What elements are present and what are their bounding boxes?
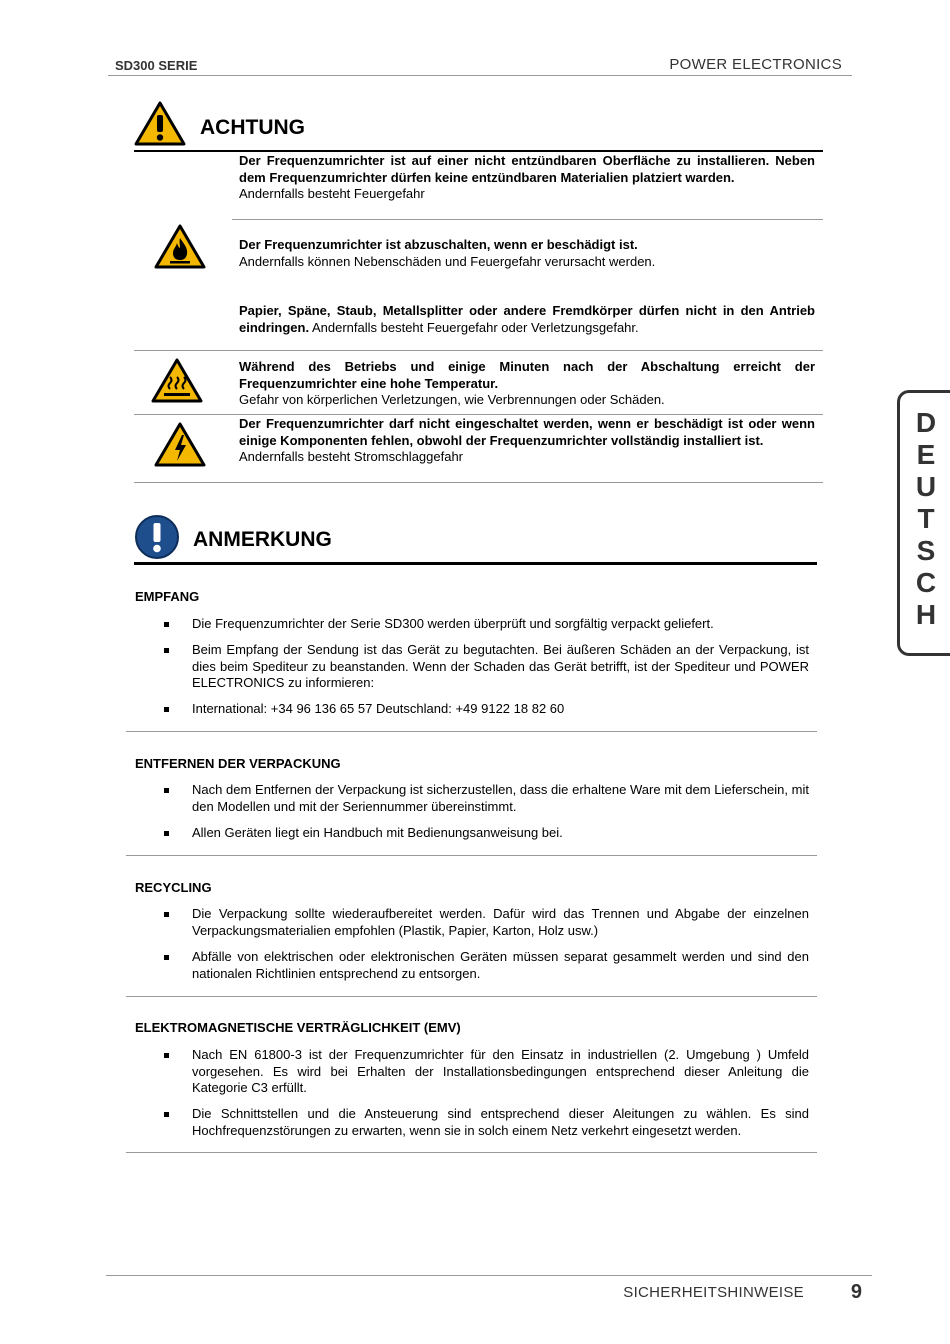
divider [134, 350, 823, 351]
warning-text-bold: Während des Betriebs und einige Minuten nach der Abschaltung erreicht der Frequenzumrichter eine hohe Temperatur. [239, 359, 815, 391]
page-number: 9 [850, 1281, 862, 1303]
warning-electric-shock [239, 416, 815, 466]
list-item: Abfälle von elektrischen oder elektronischen Geräten müssen separat gesammelt werden und sind den nationalen Richtlinien entsprechend zu entsorgen. [164, 949, 809, 982]
footer-divider [106, 1275, 872, 1276]
bullet-icon [164, 912, 169, 917]
bullet-icon [164, 1112, 169, 1117]
list-item: Die Schnittstellen und die Ansteuerung sind entsprechend dieser Aleitungen zu wählen. Es sind Hochfrequenzstörungen zu erwarten, wenn sie in solch einem Netz verkehrt eingesetzt werden. [164, 1106, 809, 1139]
tab-letter: T [917, 503, 935, 534]
divider [134, 414, 823, 415]
warning-text: Andernfalls können Nebenschäden und Feuergefahr verursacht werden. [239, 253, 656, 269]
footer-section: SICHERHEITSHINWEISE [623, 1284, 804, 1301]
achtung-rule [134, 150, 823, 152]
warning-text: Andernfalls besteht Stromschlaggefahr [239, 449, 464, 464]
divider [126, 731, 817, 732]
electric-shock-icon [153, 421, 207, 473]
bullet-icon [164, 788, 169, 793]
warning-text-bold: Der Frequenzumrichter darf nicht eingeschaltet werden, wenn er beschädigt ist oder wenn einige Komponenten fehlen, obwohl der Frequenzumrichter vollständig installiert ist. [239, 416, 815, 448]
list-item: Nach EN 61800-3 ist der Frequenzumrichter für den Einsatz in industriellen (2. Umgebung ) Umfeld vorgesehen. Es wird bei Erhalten der Installationsbedingungen entsprechend dieser Anleitung die Kategorie C3 erfüllt. [164, 1047, 809, 1097]
language-tab [897, 390, 950, 656]
tab-letter: C [915, 567, 937, 598]
bullet-icon [164, 648, 169, 653]
emv-heading: ELEKTROMAGNETISCHE VERTRÄGLICHKEIT (EMV) [135, 1020, 461, 1035]
bullet-icon [164, 622, 169, 627]
recycling-heading: RECYCLING [135, 880, 212, 895]
tab-letter: H [915, 599, 937, 630]
list-item: Die Verpackung sollte wiederaufbereitet werden. Dafür wird das Trennen und Abgabe der einzelnen Verpackungsmaterialien empfohlen (Plastik, Papier, Karton, Holz usw.) [164, 906, 809, 939]
header-series: SD300 SERIE [115, 58, 198, 73]
list-item: Beim Empfang der Sendung ist das Gerät zu begutachten. Bei äußeren Schäden an der Verpackung, ist dies beim Spediteur zu beanstanden. Wenn der Schaden das Gerät betrifft, ist der Spediteur und POWER ELECTRONICS zu informieren: [164, 642, 809, 692]
anmerkung-rule [134, 562, 817, 565]
divider [134, 482, 823, 483]
anmerkung-title: ANMERKUNG [193, 528, 332, 551]
tab-letter: D [915, 407, 937, 438]
warning-high-temperature [239, 359, 815, 409]
list-item: Allen Geräten liegt ein Handbuch mit Bedienungsanweisung bei. [164, 825, 809, 842]
bullet-icon [164, 955, 169, 960]
list-item: International: +34 96 136 65 57 Deutschland: +49 9122 18 82 60 [164, 701, 809, 718]
warning-foreign-bodies [239, 303, 815, 336]
tab-letter: U [915, 471, 937, 502]
warning-install-surface [239, 153, 815, 203]
tab-letter: S [916, 535, 936, 566]
empfang-heading: EMPFANG [135, 589, 200, 604]
warning-text-bold: Papier, Späne, Staub, Metallsplitter oder andere Fremdkörper dürfen nicht in den Antrieb eindringen. [239, 303, 815, 335]
header-divider [108, 75, 852, 76]
achtung-title: ACHTUNG [200, 116, 305, 139]
warning-exclamation-icon [134, 100, 186, 151]
tab-letter: E [916, 439, 936, 470]
warning-text: Gefahr von körperlichen Verletzungen, wie Verbrennungen oder Schäden. [239, 392, 665, 407]
verpackung-heading: ENTFERNEN DER VERPACKUNG [135, 756, 341, 771]
bullet-icon [164, 831, 169, 836]
warning-text-bold: Der Frequenzumrichter ist abzuschalten, wenn er beschädigt ist. [239, 237, 638, 252]
flammable-icon [153, 223, 207, 275]
warning-text-bold: Der Frequenzumrichter ist auf einer nicht entzündbaren Oberfläche zu installieren. Neben dem Frequenzumrichter dürfen keine entzündbaren Materialien platziert warden. [239, 153, 815, 185]
header-brand: POWER ELECTRONICS [669, 56, 842, 73]
list-item: Die Frequenzumrichter der Serie SD300 werden überprüft und sorgfältig verpackt geliefert. [164, 616, 809, 633]
divider [126, 1152, 817, 1153]
info-exclamation-icon [134, 514, 180, 565]
warning-text: Andernfalls besteht Feuergefahr oder Verletzungsgefahr. [311, 319, 639, 335]
list-item: Nach dem Entfernen der Verpackung ist sicherzustellen, dass die erhaltene Ware mit dem Lieferschein, mit den Modellen und mit der Seriennummer übereinstimmt. [164, 782, 809, 815]
warning-damaged-off [239, 237, 815, 270]
divider [232, 219, 823, 220]
divider [126, 996, 817, 997]
divider [126, 855, 817, 856]
bullet-icon [164, 1053, 169, 1058]
bullet-icon [164, 707, 169, 712]
hot-surface-icon [150, 357, 204, 409]
warning-text: Andernfalls besteht Feuergefahr [239, 186, 425, 201]
